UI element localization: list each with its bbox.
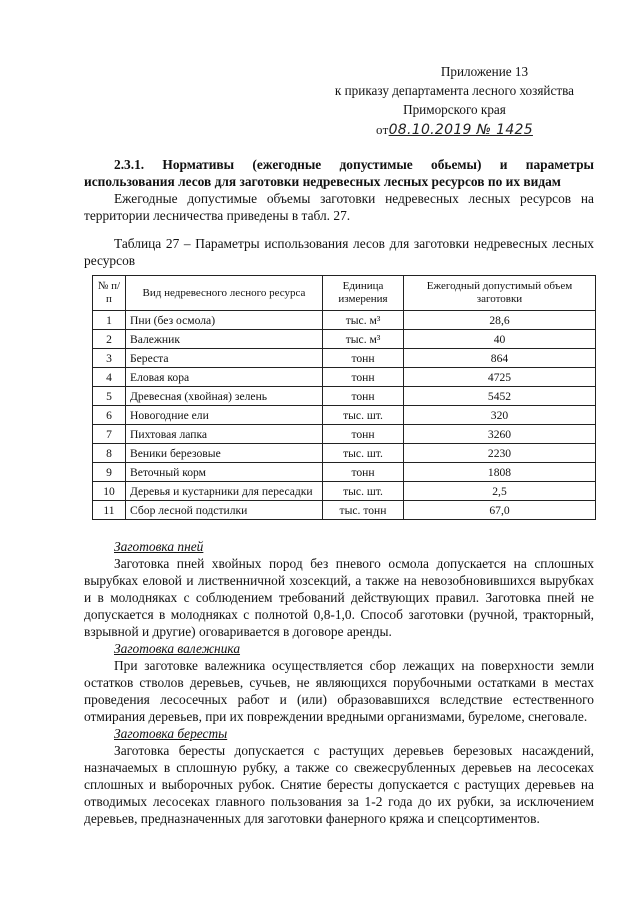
cell-unit: тыс. шт. bbox=[323, 406, 404, 425]
cell-name: Веточный корм bbox=[126, 463, 323, 482]
cell-unit: тыс. шт. bbox=[323, 444, 404, 463]
cell-num: 11 bbox=[93, 501, 126, 520]
cell-volume: 2230 bbox=[404, 444, 596, 463]
cell-unit: тыс. шт. bbox=[323, 482, 404, 501]
cell-name: Валежник bbox=[126, 330, 323, 349]
cell-unit: тонн bbox=[323, 368, 404, 387]
table-row bbox=[93, 368, 596, 387]
header-num: № п/п bbox=[93, 276, 126, 311]
cell-unit: тыс. тонн bbox=[323, 501, 404, 520]
cell-num: 3 bbox=[93, 349, 126, 368]
cell-volume: 864 bbox=[404, 349, 596, 368]
cell-num: 10 bbox=[93, 482, 126, 501]
table-row bbox=[93, 406, 596, 425]
table-header-row bbox=[93, 276, 596, 311]
cell-unit: тонн bbox=[323, 349, 404, 368]
cell-name: Новогодние ели bbox=[126, 406, 323, 425]
cell-volume: 4725 bbox=[404, 368, 596, 387]
cell-unit: тонн bbox=[323, 463, 404, 482]
appendix-order: к приказу департамента лесного хозяйства bbox=[334, 83, 574, 98]
section-text: Заготовка бересты допускается с растущих деревьев березовых насаждений, назначаемых в сплошную рубку, а также со свежесрубленных деревьев на лесосеках сплошных и выборочных рубок. Снятие бересты допускается с растущих деревьев на отводимых лесосеках главного пользования за 1-2 года до их рубки, за исключением деревьев, предназначенных для заготовки фанерного кряжа и спецсортиментов. bbox=[84, 743, 594, 826]
section-text: Заготовка пней хвойных пород без пневого осмола допускается на сплошных вырубках еловой и лиственничной хозсекций, а также на невозобновившихся вырубках и в молодняках с соблюдением требований действующих правил. Заготовка пней не допускается в молодняках с полнотой 0,8-1,0. Способ заготовки (ручной, тракторный, взрывной и другие) оговаривается в договоре аренды. bbox=[84, 556, 594, 639]
cell-unit: тыс. м³ bbox=[323, 311, 404, 330]
appendix-block bbox=[335, 62, 574, 140]
order-date-prefix: от bbox=[375, 122, 389, 137]
cell-volume: 67,0 bbox=[404, 501, 596, 520]
document-body bbox=[84, 156, 594, 827]
cell-volume: 5452 bbox=[404, 387, 596, 406]
section-deadwood bbox=[84, 640, 594, 725]
order-date-signature bbox=[335, 120, 574, 140]
cell-volume: 1808 bbox=[404, 463, 596, 482]
table-row bbox=[93, 387, 596, 406]
section-stumps bbox=[84, 538, 594, 640]
cell-volume: 3260 bbox=[404, 425, 596, 444]
header-unit: Единица измерения bbox=[323, 276, 404, 311]
section-birch-bark bbox=[84, 725, 594, 827]
cell-volume: 320 bbox=[404, 406, 596, 425]
cell-num: 1 bbox=[93, 311, 126, 330]
cell-num: 6 bbox=[93, 406, 126, 425]
table-row bbox=[93, 482, 596, 501]
section-title: Заготовка пней bbox=[114, 539, 204, 554]
table-row bbox=[93, 425, 596, 444]
cell-unit: тонн bbox=[323, 425, 404, 444]
cell-name: Пихтовая лапка bbox=[126, 425, 323, 444]
section-title: Заготовка валежника bbox=[114, 641, 241, 656]
cell-unit: тонн bbox=[323, 387, 404, 406]
cell-volume: 40 bbox=[404, 330, 596, 349]
cell-num: 2 bbox=[93, 330, 126, 349]
resources-table bbox=[92, 275, 596, 520]
section-title: Заготовка бересты bbox=[114, 726, 228, 741]
order-date-handwritten: 08.10.2019 № 1425 bbox=[388, 122, 533, 138]
table-row bbox=[93, 463, 596, 482]
cell-name: Еловая кора bbox=[126, 368, 323, 387]
cell-name: Сбор лесной подстилки bbox=[126, 501, 323, 520]
appendix-number: Приложение 13 bbox=[440, 64, 529, 79]
table-row bbox=[93, 311, 596, 330]
table-row bbox=[93, 330, 596, 349]
cell-num: 7 bbox=[93, 425, 126, 444]
table-row bbox=[93, 444, 596, 463]
cell-num: 8 bbox=[93, 444, 126, 463]
cell-name: Древесная (хвойная) зелень bbox=[126, 387, 323, 406]
header-volume: Ежегодный допустимый объем заготовки bbox=[404, 276, 596, 311]
table-caption: Таблица 27 – Параметры использования лесов для заготовки недревесных лесных ресурсов bbox=[84, 236, 594, 268]
section-text: При заготовке валежника осуществляется сбор лежащих на поверхности земли остатков стволов деревьев, сучьев, не являющихся порубочными остатками в местах проведения лесосечных работ и (или) образовавшихся вследствие естественного отмирания деревьев, при их повреждении вредными организмами, буреломе, снеговале. bbox=[84, 658, 594, 724]
header-name: Вид недревесного лесного ресурса bbox=[126, 276, 323, 311]
cell-name: Веники березовые bbox=[126, 444, 323, 463]
cell-volume: 28,6 bbox=[404, 311, 596, 330]
cell-volume: 2,5 bbox=[404, 482, 596, 501]
section-heading: 2.3.1. Нормативы (ежегодные допустимые обьемы) и параметры использования лесов для заготовки недревесных лесных ресурсов по их видам bbox=[84, 157, 594, 189]
cell-num: 5 bbox=[93, 387, 126, 406]
cell-num: 9 bbox=[93, 463, 126, 482]
cell-num: 4 bbox=[93, 368, 126, 387]
table-row bbox=[93, 349, 596, 368]
appendix-region: Приморского края bbox=[403, 102, 506, 117]
cell-name: Пни (без осмола) bbox=[126, 311, 323, 330]
table-row bbox=[93, 501, 596, 520]
cell-unit: тыс. м³ bbox=[323, 330, 404, 349]
intro-paragraph: Ежегодные допустимые объемы заготовки недревесных лесных ресурсов на территории лесничества приведены в табл. 27. bbox=[84, 191, 594, 223]
cell-name: Береста bbox=[126, 349, 323, 368]
cell-name: Деревья и кустарники для пересадки bbox=[126, 482, 323, 501]
